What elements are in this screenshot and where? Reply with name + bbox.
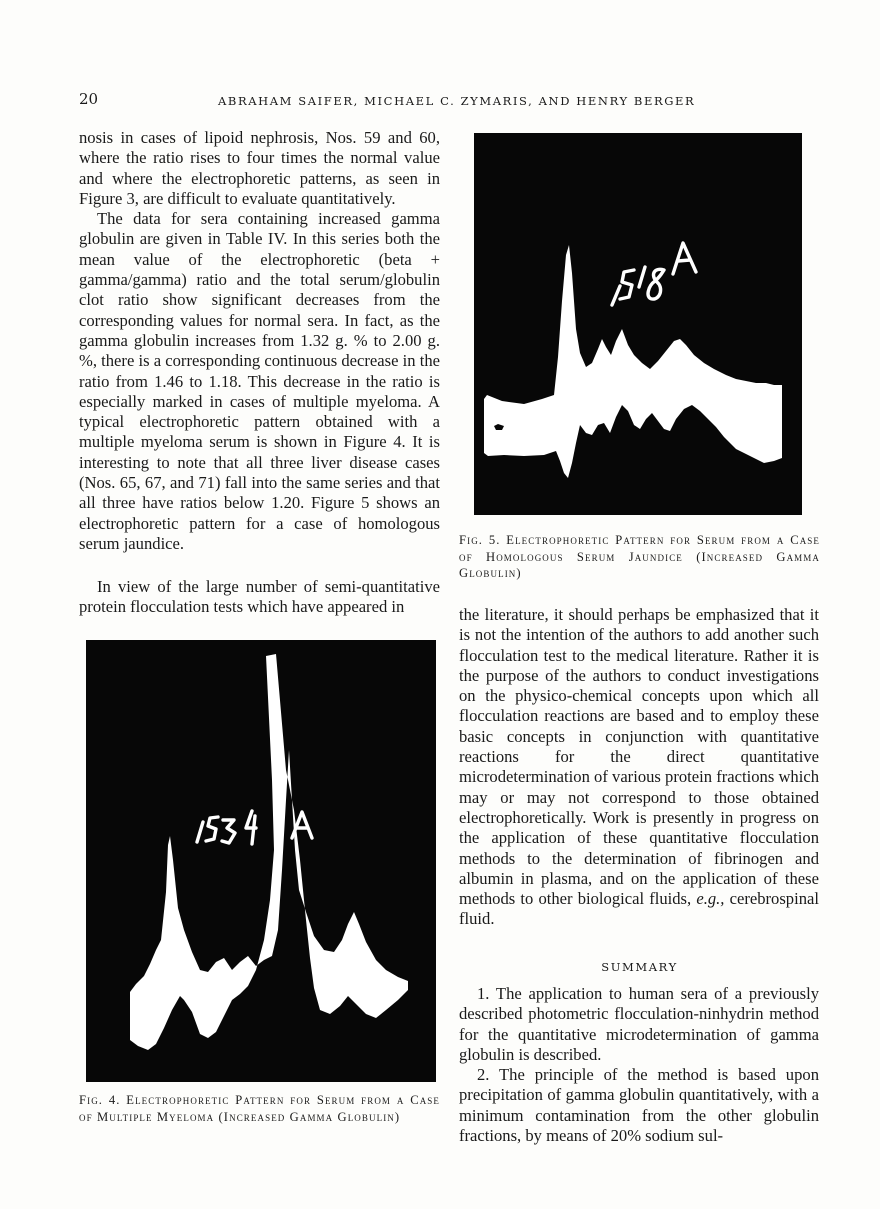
figure-5-caption bbox=[459, 532, 820, 582]
page-number: 20 bbox=[79, 90, 99, 108]
figure-4-caption bbox=[79, 1092, 440, 1125]
paragraph: nosis in cases of lipoid nephrosis, Nos. 59 and 60, where the ratio rises to four times the normal value and where the electrophoretic patterns, as seen in Figure 3, are difficult to evaluate quantitatively. bbox=[79, 128, 440, 208]
caption-text: Electrophoretic Pattern for Serum from a Case of Homologous Serum Jaundice (Increased Gamma Globulin) bbox=[459, 533, 821, 581]
paragraph-end: cerebrospinal fluid. bbox=[459, 889, 819, 929]
summary-heading: SUMMARY bbox=[601, 960, 678, 974]
paragraph: The data for sera containing increased gamma globulin are given in Table IV. In this series both the mean value of the electrophoretic (beta + gamma/gamma) ratio and the total serum/globulin clot ratio show significant decreases from the corresponding values for normal sera. In fact, as the gamma globulin increases from 1.32 g. % to 2.00 g. %, there is a corresponding continuous decrease in the ratio from 1.46 to 1.18. This decrease in the ratio is especially marked in cases of multiple myeloma. A typical electrophoretic pattern obtained with a multiple myeloma serum is shown in Figure 4. It is interesting to note that all three liver disease cases (Nos. 65, 67, and 71) fall into the same series and that all three have ratios below 1.20. Figure 5 shows an electrophoretic pattern for a case of homologous serum jaundice. bbox=[79, 209, 440, 553]
italic-eg: e.g., bbox=[696, 889, 725, 909]
figure-4-electrophoretic-pattern bbox=[86, 640, 436, 1082]
caption-label: Fig. 4. bbox=[79, 1093, 121, 1107]
electrophoresis-trace bbox=[484, 245, 782, 478]
summary-item-2: 2. The principle of the method is based upon precipitation of gamma globulin quantitatively, with a minimum contamination from the other globulin fractions, by means of 20% sodium sul- bbox=[459, 1065, 819, 1146]
left-column bbox=[79, 128, 440, 554]
left-column-continued bbox=[79, 577, 440, 618]
caption-label: Fig. 5. bbox=[459, 533, 501, 547]
handwritten-label bbox=[612, 243, 696, 305]
electrophoresis-trace bbox=[130, 654, 408, 1050]
caption-text: Electrophoretic Pattern for Serum from a Case of Multiple Myeloma (Increased Gamma Globulin) bbox=[79, 1093, 441, 1124]
paragraph-text: the literature, it should perhaps be emphasized that it is not the intention of the authors to add another such flocculation test to the medical literature. Rather it is the purpose of the authors to conduct investigations on the physico-chemical concepts upon which all flocculation reactions are based and to employ these basic concepts in conjunction with quantitative reactions for the direct quantitative microdetermination of various protein fractions which may or may not correspond to those obtained electrophoretically. Work is presently in progress on the application of these quantitative flocculation methods to the determination of fibrinogen and albumin in plasma, and on the application of these methods to other biological fluids, bbox=[459, 605, 819, 909]
right-column bbox=[459, 605, 819, 930]
summary-item-1: 1. The application to human sera of a previously described photometric flocculation-ninhydrin method for the quantitative microdetermination of gamma globulin is described. bbox=[459, 984, 819, 1064]
paragraph bbox=[459, 605, 819, 930]
paragraph: In view of the large number of semi-quantitative protein flocculation tests which have appeared in bbox=[79, 577, 440, 617]
running-head: ABRAHAM SAIFER, MICHAEL C. ZYMARIS, AND HENRY BERGER bbox=[218, 94, 696, 108]
figure-5-electrophoretic-pattern bbox=[474, 133, 802, 515]
summary-list bbox=[459, 984, 819, 1146]
